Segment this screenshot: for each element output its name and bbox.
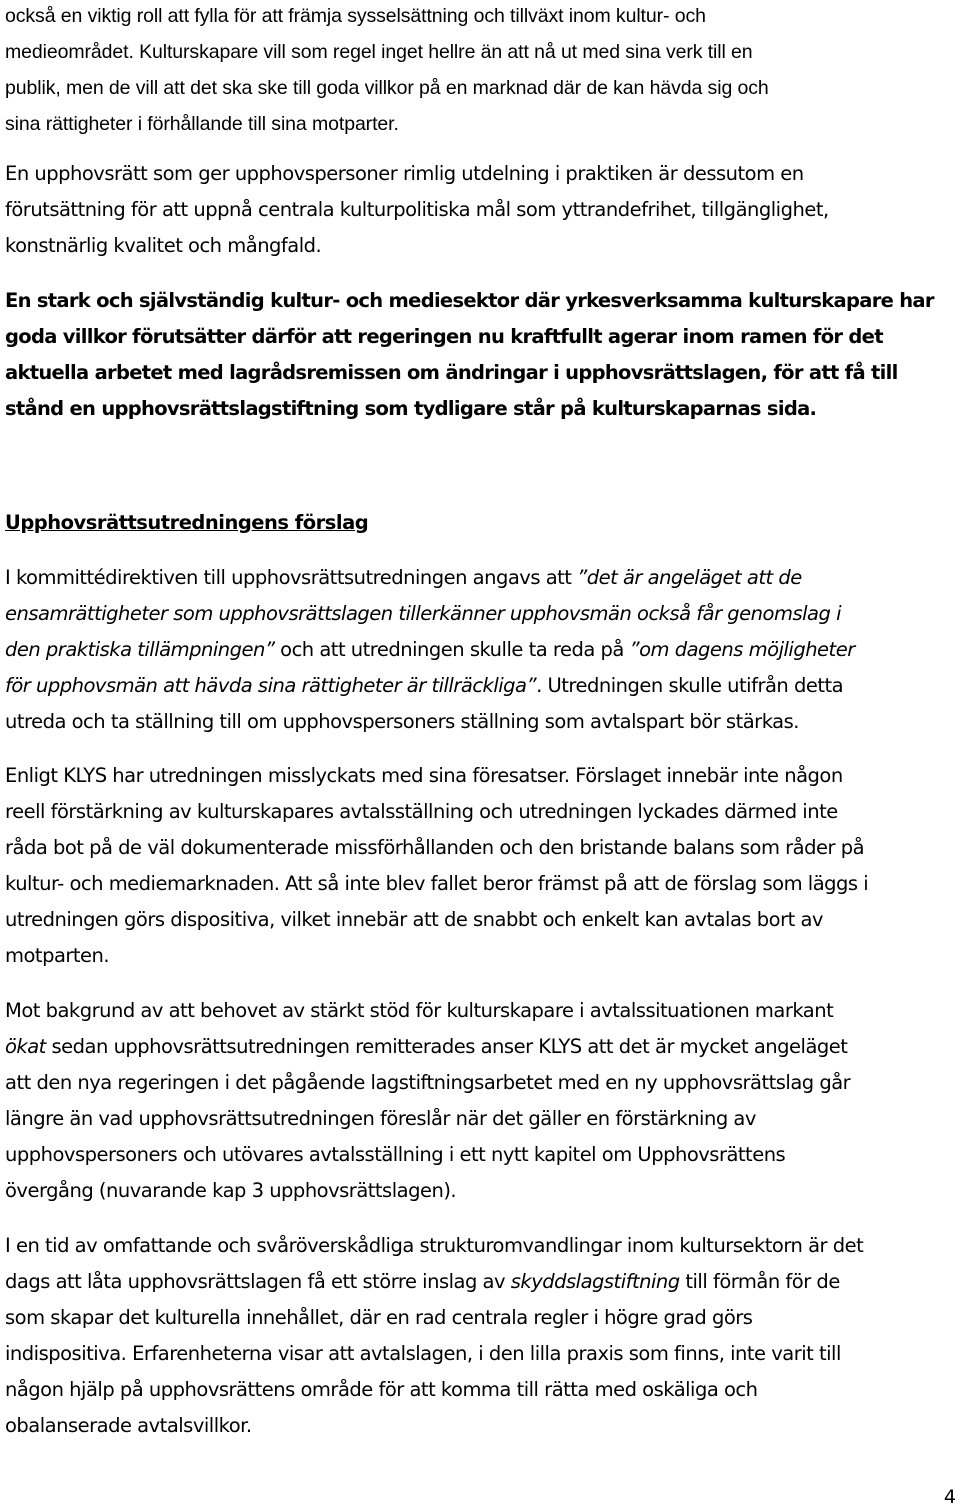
text-line: I en tid av omfattande och svåröverskådliga strukturomvandlingar inom kultursektorn är det (5, 1234, 864, 1257)
text-line: obalanserade avtalsvillkor. (5, 1414, 252, 1437)
paragraph-directives (5, 560, 855, 740)
text-line: övergång (nuvarande kap 3 upphovsrättslagen). (5, 1179, 457, 1202)
text-run: till förmån för de (679, 1270, 840, 1293)
paragraph-bold-demand (5, 283, 934, 427)
page-number: 4 (943, 1486, 956, 1508)
text-line: En upphovsrätt som ger upphovspersoner rimlig utdelning i praktiken är dessutom en (5, 162, 804, 185)
text-line: längre än vad upphovsrättsutredningen föreslår när det gäller en förstärkning av (5, 1107, 756, 1130)
text-line: indispositiva. Erfarenheterna visar att avtalslagen, i den lilla praxis som finns, inte varit till (5, 1342, 841, 1365)
text-line (5, 668, 855, 704)
text-run: dags att låta upphovsrättslagen få ett större inslag av (5, 1270, 511, 1293)
text-line: En stark och självständig kultur- och mediesektor där yrkesverksamma kulturskapare har (5, 289, 934, 312)
text-line (5, 560, 855, 596)
quote-italic: den praktiska tillämpningen” (5, 638, 275, 661)
text-line: stånd en upphovsrättslagstiftning som tydligare står på kulturskaparnas sida. (5, 397, 817, 420)
text-line: konstnärlig kvalitet och mångfald. (5, 234, 322, 257)
text-line: Mot bakgrund av att behovet av stärkt stöd för kulturskapare i avtalssituationen markant (5, 999, 834, 1022)
text-line: motparten. (5, 944, 110, 967)
text-line: upphovspersoners och utövares avtalsställning i ett nytt kapitel om Upphovsrättens (5, 1143, 786, 1166)
paragraph-intro (5, 0, 769, 142)
text-line (5, 596, 855, 632)
section-heading: Upphovsrättsutredningens förslag (5, 511, 369, 534)
text-line: goda villkor förutsätter därför att regeringen nu kraftfullt agerar inom ramen för det (5, 325, 883, 348)
text-line: utreda och ta ställning till om upphovspersoners ställning som avtalspart bör stärkas. (5, 710, 799, 733)
paragraph-klys-assessment (5, 758, 868, 974)
text-line: publik, men de vill att det ska ske till goda villkor på en marknad där de kan hävda sig och (5, 77, 769, 99)
quote-italic: ”det är angeläget att de (577, 566, 802, 589)
text-line (5, 632, 855, 668)
text-line: reell förstärkning av kulturskapares avtalsställning och utredningen lyckades därmed inte (5, 800, 838, 823)
text-run: I kommittédirektiven till upphovsrättsutredningen angavs att (5, 566, 578, 589)
paragraph-structural-change (5, 1228, 863, 1444)
text-line: utredningen görs dispositiva, vilket innebär att de snabbt och enkelt kan avtalas bort av (5, 908, 823, 931)
text-line (5, 1264, 863, 1300)
text-line: råda bot på de väl dokumenterade missförhållanden och den bristande balans som råder på (5, 836, 865, 859)
text-run: och att utredningen skulle ta reda på (274, 638, 630, 661)
text-run: . Utredningen skulle utifrån detta (536, 674, 844, 697)
text-line: som skapar det kulturella innehållet, där en rad centrala regler i högre grad görs (5, 1306, 753, 1329)
text-line: förutsättning för att uppnå centrala kulturpolitiska mål som yttrandefrihet, tillgänglighet, (5, 198, 829, 221)
text-line (5, 1029, 850, 1065)
text-run: sedan upphovsrättsutredningen remitterades anser KLYS att det är mycket angeläget (45, 1035, 848, 1058)
text-line: någon hjälp på upphovsrättens område för att komma till rätta med oskäliga och (5, 1378, 758, 1401)
text-line: Enligt KLYS har utredningen misslyckats med sina föresatser. Förslaget innebär inte någon (5, 764, 843, 787)
emphasis-italic: skyddslagstiftning (510, 1270, 680, 1293)
quote-italic: för upphovsmän att hävda sina rättigheter är tillräckliga” (5, 674, 537, 697)
text-line: också en viktig roll att fylla för att främja sysselsättning och tillväxt inom kultur- och (5, 5, 706, 27)
quote-italic: ”om dagens möjligheter (629, 638, 855, 661)
paragraph-background (5, 993, 850, 1209)
text-line: aktuella arbetet med lagrådsremissen om ändringar i upphovsrättslagen, för att få till (5, 361, 898, 384)
paragraph-copyright-goals (5, 156, 829, 264)
text-line: att den nya regeringen i det pågående lagstiftningsarbetet med en ny upphovsrättslag går (5, 1071, 851, 1094)
quote-italic: ensamrättigheter som upphovsrättslagen tillerkänner upphovsmän också får genomslag i (5, 602, 841, 625)
text-line: medieområdet. Kulturskapare vill som regel inget hellre än att nå ut med sina verk till en (5, 41, 753, 63)
emphasis-italic: ökat (5, 1035, 46, 1058)
text-line: kultur- och mediemarknaden. Att så inte blev fallet beror främst på att de förslag som läggs i (5, 872, 869, 895)
text-line: sina rättigheter i förhållande till sina motparter. (5, 113, 399, 135)
